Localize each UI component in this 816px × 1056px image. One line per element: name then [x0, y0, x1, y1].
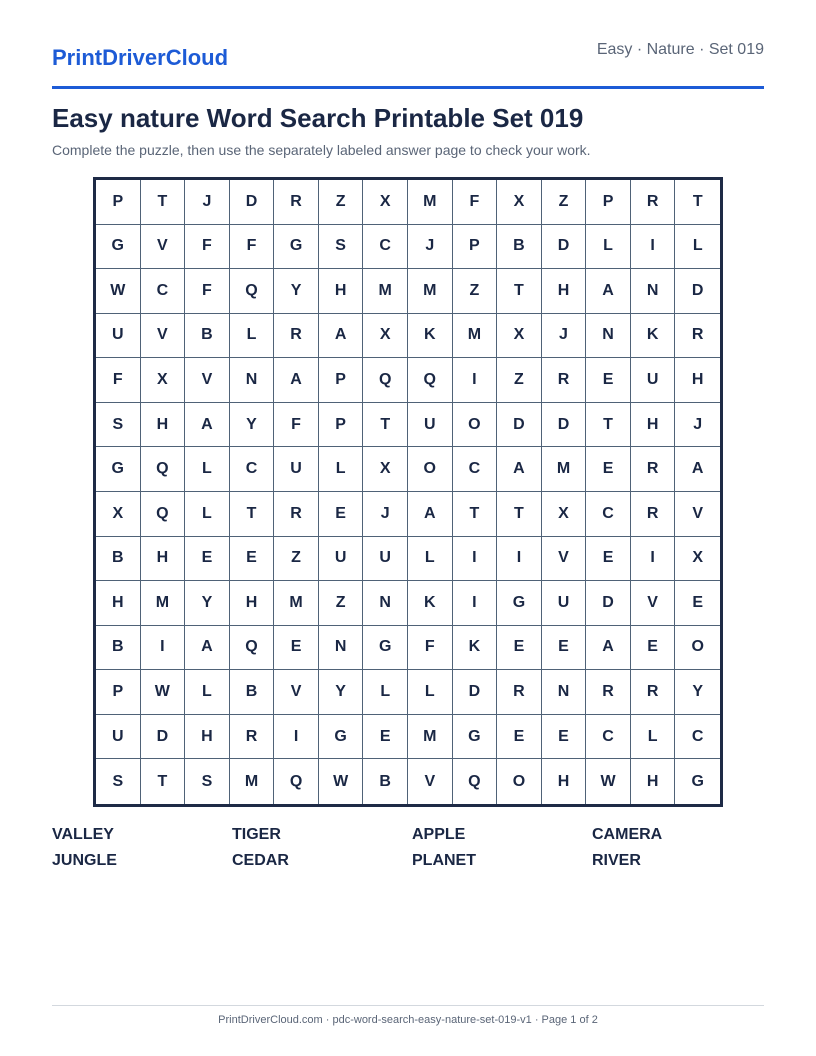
grid-cell: L: [185, 670, 230, 715]
grid-cell: X: [497, 314, 542, 359]
grid-cell: F: [453, 180, 498, 225]
grid-cell: D: [497, 403, 542, 448]
grid-cell: V: [185, 358, 230, 403]
grid-cell: R: [631, 670, 676, 715]
grid-cell: H: [631, 759, 676, 804]
grid-cell: X: [363, 314, 408, 359]
grid-cell: L: [319, 447, 364, 492]
grid-cell: R: [230, 715, 275, 760]
grid-cell: I: [497, 537, 542, 582]
grid-cell: L: [408, 537, 453, 582]
grid-cell: A: [586, 626, 631, 671]
grid-cell: L: [586, 225, 631, 270]
grid-cell: D: [141, 715, 186, 760]
grid-cell: U: [363, 537, 408, 582]
grid-cell: W: [96, 269, 141, 314]
grid-cell: J: [185, 180, 230, 225]
grid-cell: P: [96, 670, 141, 715]
grid-cell: R: [631, 180, 676, 225]
grid-cell: Q: [453, 759, 498, 804]
grid-cell: E: [586, 537, 631, 582]
grid-cell: H: [542, 759, 587, 804]
grid-cell: G: [363, 626, 408, 671]
grid-cell: C: [141, 269, 186, 314]
grid-cell: C: [586, 715, 631, 760]
grid-cell: T: [453, 492, 498, 537]
grid-cell: T: [586, 403, 631, 448]
grid-cell: L: [363, 670, 408, 715]
grid-cell: Y: [230, 403, 275, 448]
footer-divider: [52, 1005, 764, 1006]
grid-cell: C: [586, 492, 631, 537]
grid-cell: H: [141, 537, 186, 582]
grid-cell: Y: [675, 670, 720, 715]
grid-cell: X: [141, 358, 186, 403]
grid-cell: V: [141, 225, 186, 270]
grid-cell: X: [363, 180, 408, 225]
grid-cell: T: [675, 180, 720, 225]
grid-cell: A: [497, 447, 542, 492]
grid-cell: E: [586, 447, 631, 492]
grid-cell: T: [497, 492, 542, 537]
grid-cell: H: [230, 581, 275, 626]
grid-cell: J: [542, 314, 587, 359]
grid-cell: G: [453, 715, 498, 760]
grid-cell: Q: [363, 358, 408, 403]
grid-cell: M: [542, 447, 587, 492]
grid-cell: P: [586, 180, 631, 225]
grid-cell: S: [96, 403, 141, 448]
grid-cell: R: [497, 670, 542, 715]
grid-cell: B: [230, 670, 275, 715]
grid-cell: N: [319, 626, 364, 671]
grid-cell: Z: [542, 180, 587, 225]
grid-cell: D: [453, 670, 498, 715]
grid-cell: A: [586, 269, 631, 314]
word-search-grid: [93, 177, 723, 807]
grid-cell: V: [141, 314, 186, 359]
grid-cell: K: [631, 314, 676, 359]
word-list-item: RIVER: [592, 852, 641, 869]
grid-cell: U: [408, 403, 453, 448]
grid-cell: B: [96, 537, 141, 582]
grid-cell: E: [319, 492, 364, 537]
grid-cell: R: [542, 358, 587, 403]
grid-cell: E: [274, 626, 319, 671]
grid-cell: X: [675, 537, 720, 582]
page-header: [52, 40, 764, 89]
grid-cell: H: [319, 269, 364, 314]
grid-cell: G: [691, 772, 704, 790]
grid-cell: B: [363, 759, 408, 804]
word-list-item: PLANET: [412, 852, 476, 869]
grid-cell: M: [408, 715, 453, 760]
grid-cell: R: [631, 447, 676, 492]
grid-cell: P: [453, 225, 498, 270]
grid-cell: E: [497, 626, 542, 671]
grid-cell: V: [274, 670, 319, 715]
grid-cell: N: [230, 358, 275, 403]
grid-cell: F: [96, 358, 141, 403]
grid-cell: V: [675, 492, 720, 537]
grid-cell: A: [185, 403, 230, 448]
grid-cell: O: [675, 626, 720, 671]
grid-cell: Z: [453, 269, 498, 314]
grid-cell: J: [408, 225, 453, 270]
grid-cell: G: [96, 225, 141, 270]
grid-cell: Z: [319, 180, 364, 225]
grid-cell: Q: [408, 358, 453, 403]
grid-cell: G: [319, 715, 364, 760]
grid-cell: M: [141, 581, 186, 626]
grid-cell: A: [675, 447, 720, 492]
grid-cell: U: [274, 447, 319, 492]
grid-cell: Q: [141, 447, 186, 492]
grid-cell: A: [408, 492, 453, 537]
grid-cell: E: [675, 581, 720, 626]
grid-cell: T: [497, 269, 542, 314]
grid-cell: O: [497, 759, 542, 804]
grid-cell: G: [274, 225, 319, 270]
grid-cell: Y: [274, 269, 319, 314]
grid-cell: E: [363, 715, 408, 760]
word-list-item: CEDAR: [232, 852, 289, 869]
page-title: Easy nature Word Search Printable Set 019: [52, 103, 584, 133]
grid-cell: E: [497, 715, 542, 760]
grid-cell: E: [230, 537, 275, 582]
grid-cell: P: [319, 358, 364, 403]
grid-cell: L: [675, 225, 720, 270]
grid-cell: H: [96, 581, 141, 626]
grid-cell: E: [185, 537, 230, 582]
grid-cell: D: [542, 225, 587, 270]
grid-cell: E: [542, 626, 587, 671]
grid-cell: L: [185, 492, 230, 537]
word-list-item: VALLEY: [52, 826, 114, 843]
grid-cell: D: [675, 269, 720, 314]
grid-cell: R: [274, 314, 319, 359]
grid-cell: R: [274, 492, 319, 537]
grid-cell: M: [408, 180, 453, 225]
grid-cell: F: [185, 269, 230, 314]
grid-cell: X: [363, 447, 408, 492]
grid-cell: Q: [274, 759, 319, 804]
grid-cell: A: [185, 626, 230, 671]
grid-cell: D: [542, 403, 587, 448]
grid-cell: L: [185, 447, 230, 492]
grid-cell: C: [363, 225, 408, 270]
grid-cell: N: [631, 269, 676, 314]
grid-cell: C: [230, 447, 275, 492]
grid-cell: H: [631, 403, 676, 448]
grid-cell: B: [185, 314, 230, 359]
grid-cell: P: [319, 403, 364, 448]
grid-cell: T: [141, 759, 186, 804]
grid-cell: N: [542, 670, 587, 715]
grid-cell: W: [586, 759, 631, 804]
grid-cell: Q: [141, 492, 186, 537]
grid-cell: I: [453, 537, 498, 582]
grid-cell: F: [408, 626, 453, 671]
grid-cell: E: [586, 358, 631, 403]
grid-cell: H: [141, 403, 186, 448]
grid-cell: C: [453, 447, 498, 492]
grid-cell: X: [497, 180, 542, 225]
grid-cell: O: [453, 403, 498, 448]
grid-cell: E: [631, 626, 676, 671]
grid-cell: I: [453, 358, 498, 403]
grid-cell: X: [542, 492, 587, 537]
grid-cell: G: [497, 581, 542, 626]
grid-cell: I: [274, 715, 319, 760]
grid-cell: N: [586, 314, 631, 359]
grid-cell: K: [408, 581, 453, 626]
word-list-item: JUNGLE: [52, 852, 117, 869]
grid-cell: Z: [274, 537, 319, 582]
grid-cell: O: [408, 447, 453, 492]
grid-cell: Y: [185, 581, 230, 626]
grid-cell: L: [408, 670, 453, 715]
grid-cell: W: [141, 670, 186, 715]
grid-cell: R: [675, 314, 720, 359]
grid-cell: S: [96, 759, 141, 804]
grid-cell: F: [230, 225, 275, 270]
grid-cell: H: [185, 715, 230, 760]
grid-cell: F: [185, 225, 230, 270]
grid-cell: V: [542, 537, 587, 582]
grid-cell: U: [96, 314, 141, 359]
grid-cell: M: [453, 314, 498, 359]
grid-cell: J: [363, 492, 408, 537]
grid-cell: H: [675, 358, 720, 403]
grid-cell: A: [274, 358, 319, 403]
grid-cell: D: [586, 581, 631, 626]
grid-cell: Y: [319, 670, 364, 715]
grid-cell: G: [96, 447, 141, 492]
grid-cell: I: [141, 626, 186, 671]
word-list-item: CAMERA: [592, 826, 663, 843]
word-list-item: APPLE: [412, 826, 466, 843]
puzzle-meta: Easy · Nature · Set 019: [596, 41, 764, 58]
grid-cell: M: [230, 759, 275, 804]
grid-cell: B: [96, 626, 141, 671]
grid-cell: S: [185, 759, 230, 804]
grid-cell: I: [631, 225, 676, 270]
grid-cell: L: [631, 715, 676, 760]
grid-cell: Z: [497, 358, 542, 403]
grid-cell: I: [453, 581, 498, 626]
grid-cell: R: [274, 180, 319, 225]
word-list: [52, 825, 772, 870]
grid-cell: N: [363, 581, 408, 626]
grid-cell: B: [497, 225, 542, 270]
grid-cell: X: [96, 492, 141, 537]
grid-cell: U: [96, 715, 141, 760]
grid-cell: T: [230, 492, 275, 537]
grid-cell: M: [363, 269, 408, 314]
grid-cell: K: [408, 314, 453, 359]
grid-cell: C: [675, 715, 720, 760]
brand-logo-text[interactable]: PrintDriverCloud: [52, 45, 229, 70]
grid-cell: L: [230, 314, 275, 359]
grid-cell: K: [453, 626, 498, 671]
grid-cell: Q: [230, 626, 275, 671]
grid-cell: P: [96, 180, 141, 225]
grid-cell: Q: [230, 269, 275, 314]
grid-cell: V: [631, 581, 676, 626]
grid-cell: M: [274, 581, 319, 626]
grid-cell: F: [274, 403, 319, 448]
grid-cell: R: [586, 670, 631, 715]
grid-cell: W: [319, 759, 364, 804]
grid-cell: A: [319, 314, 364, 359]
grid-cell: D: [230, 180, 275, 225]
grid-cell: S: [319, 225, 364, 270]
grid-cell: R: [631, 492, 676, 537]
grid-cell: I: [631, 537, 676, 582]
grid-cell: H: [542, 269, 587, 314]
page-subtitle: Complete the puzzle, then use the separately labeled answer page to check your work.: [52, 142, 591, 158]
grid-cell: U: [542, 581, 587, 626]
grid-cell: T: [141, 180, 186, 225]
grid-cell: J: [675, 403, 720, 448]
grid-cell: V: [408, 759, 453, 804]
grid-cell: T: [363, 403, 408, 448]
grid-cell: U: [631, 358, 676, 403]
grid-cell: U: [319, 537, 364, 582]
grid-cell: E: [542, 715, 587, 760]
word-list-item: TIGER: [232, 826, 281, 843]
page-footer: PrintDriverCloud.com · pdc-word-search-easy-nature-set-019-v1 · Page 1 of 2: [218, 1014, 598, 1026]
grid-cell: M: [408, 269, 453, 314]
grid-cell: Z: [319, 581, 364, 626]
